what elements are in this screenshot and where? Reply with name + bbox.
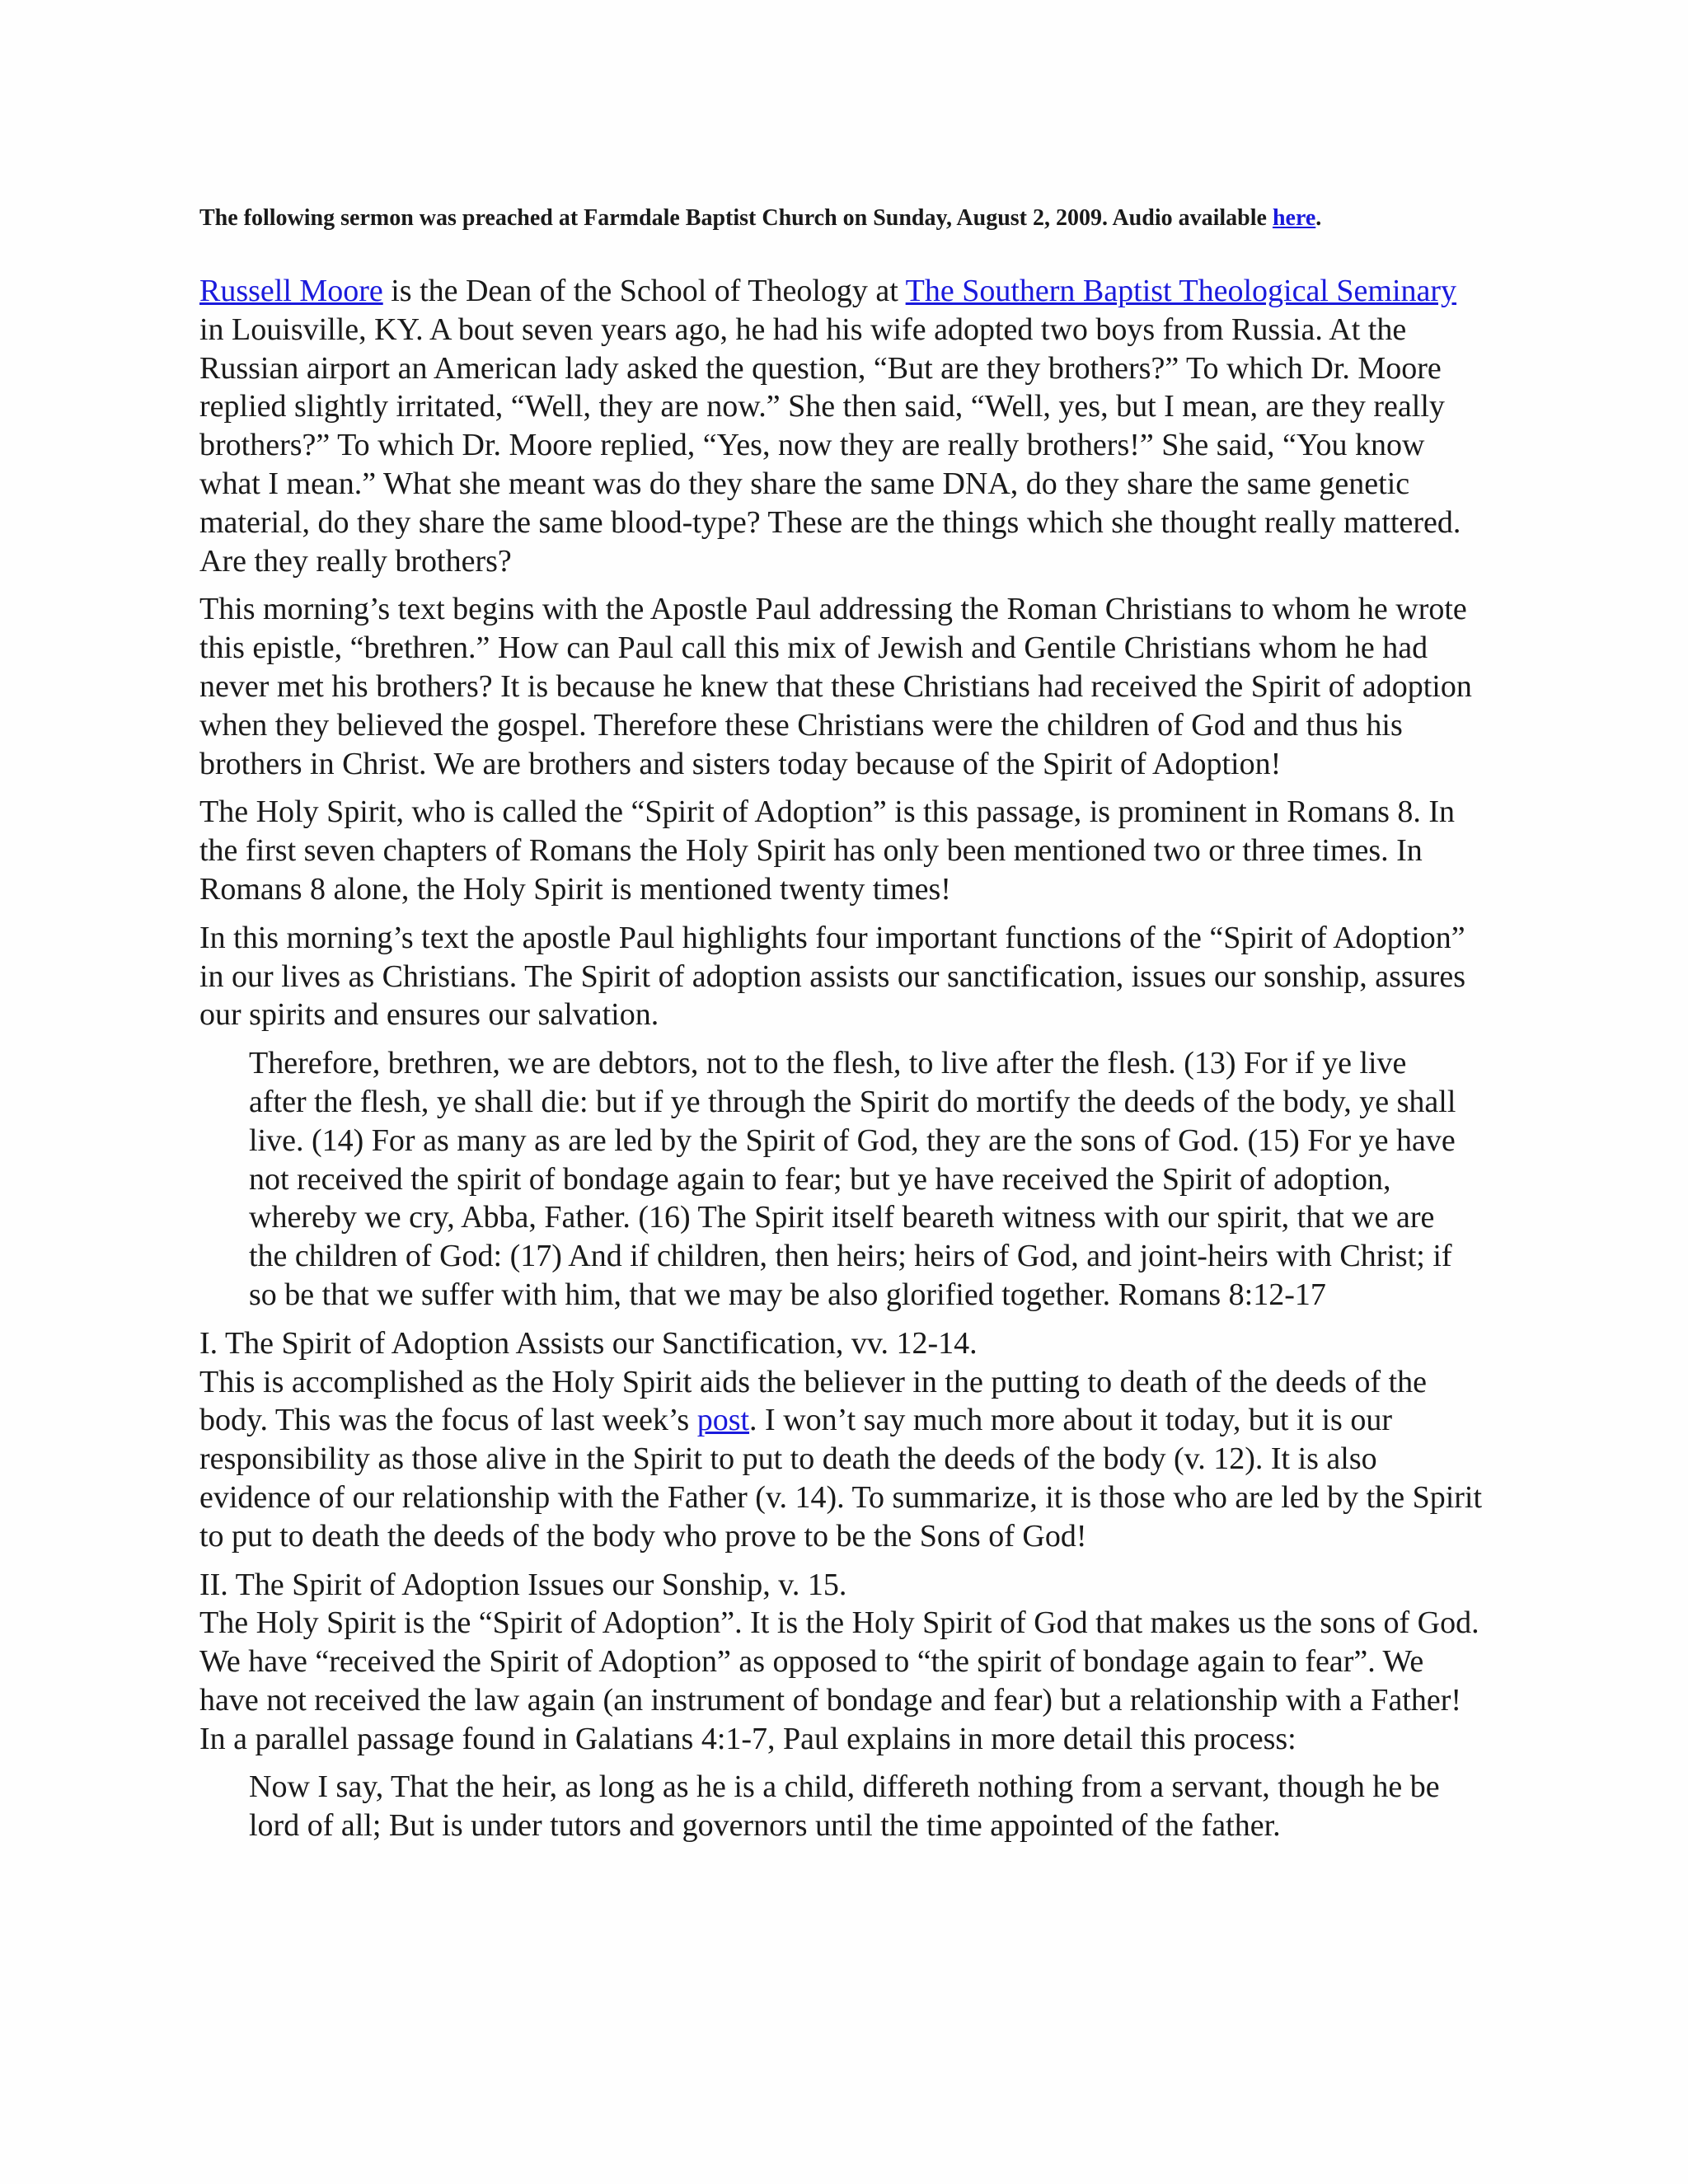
section-heading-1: I. The Spirit of Adoption Assists our Sanctification, vv. 12-14. — [199, 1325, 978, 1361]
post-link[interactable]: post — [696, 1403, 750, 1438]
sermon-body — [199, 272, 1485, 1855]
paragraph-6: The Holy Spirit is the “Spirit of Adoption”. It is the Holy Spirit of God that makes us the sons of God. We have “received the Spirit of Adoption” as opposed to “the spirit of bondage again to fear”. We have not received the law again (an instrument of bondage and fear) but a relationship with a Father! In a parallel passage found in Galatians 4:1-7, Paul explains in more detail this process: — [199, 1605, 1479, 1756]
section-heading-2: II. The Spirit of Adoption Issues our Sonship, v. 15. — [199, 1567, 847, 1602]
paragraph-4: In this morning’s text the apostle Paul highlights four important functions of the “Spirit of Adoption” in our lives as Christians. The Spirit of adoption assists our sanctification, issues our sonship, assures our spirits and ensures our salvation. — [199, 920, 1466, 1033]
paragraph-1-text-b: in Louisville, KY. A bout seven years ago, he had his wife adopted two boys from Russia. At the Russian airport an American lady asked the question, “But are they brothers?” To which Dr. Moore replied slightly irritated, “Well, they are now.” She then said, “Well, yes, but I mean, are they really brothers?” To which Dr. Moore replied, “Yes, now they are really brothers!” She said, “You know what I mean.” What she meant was do they share the same DNA, do they share the same genetic material, do they share the same blood-type? These are the things which she thought really mattered. Are they really brothers? — [199, 312, 1461, 579]
scripture-quote-galatians: Now I say, That the heir, as long as he is a child, differeth nothing from a servant, though he be lord of all; But is under tutors and governors until the time appointed of the father. — [249, 1769, 1440, 1844]
paragraph-5-text-a: This is accomplished as the Holy Spirit aids the believer in the putting to death of the deeds of the body. This was the focus of last week’s — [199, 1364, 1428, 1438]
intro-end: . — [1315, 205, 1322, 231]
audio-link[interactable]: here — [1272, 205, 1316, 231]
intro-note — [199, 202, 1484, 234]
paragraph-3: The Holy Spirit, who is called the “Spirit of Adoption” is this passage, is prominent in Romans 8. In the first seven chapters of Romans the Holy Spirit has only been mentioned two or three times. In Romans 8 alone, the Holy Spirit is mentioned twenty times! — [199, 794, 1456, 907]
paragraph-1 — [199, 272, 1485, 580]
scripture-quote-romans: Therefore, brethren, we are debtors, not to the flesh, to live after the flesh. (13) For if ye live after the flesh, ye shall die: but if ye through the Spirit do mortify the deeds of the body, ye shall live. (14) For as many as are led by the Spirit of God, they are the sons of God. (15) For ye have not received the spirit of bondage again to fear; but ye have received the Spirit of adoption, whereby we cry, Abba, Father. (16) The Spirit itself beareth witness with our spirit, that we are the children of God: (17) And if children, then heirs; heirs of God, and joint-heirs with Christ; if so be that we suffer with him, that we may be also glorified together. Romans 8:12-17 — [249, 1046, 1456, 1312]
paragraph-5-text-b: . I won’t say much more about it today, but it is our responsibility as those alive in the Spirit to put to death the deeds of the body (v. 12). It is also evidence of our relationship with the Father (v. 14). To summarize, it is those who are led by the Spirit to put to death the deeds of the body who prove to be the Sons of God! — [199, 1403, 1483, 1554]
paragraph-1-text-a: is the Dean of the School of Theology at — [382, 274, 906, 308]
paragraph-5 — [199, 1363, 1485, 1556]
intro-text: The following sermon was preached at Farmdale Baptist Church on Sunday, August 2, 2009. Audio available — [199, 205, 1273, 231]
russell-moore-link[interactable]: Russell Moore — [199, 274, 383, 308]
paragraph-2: This morning’s text begins with the Apostle Paul addressing the Roman Christians to whom he wrote this epistle, “brethren.” How can Paul call this mix of Jewish and Gentile Christians whom he had never met his brothers? It is because he knew that these Christians had received the Spirit of adoption when they believed the gospel. Therefore these Christians were the children of God and thus his brothers in Christ. We are brothers and sisters today because of the Spirit of Adoption! — [199, 592, 1472, 781]
seminary-link[interactable]: The Southern Baptist Theological Seminary — [905, 274, 1457, 308]
